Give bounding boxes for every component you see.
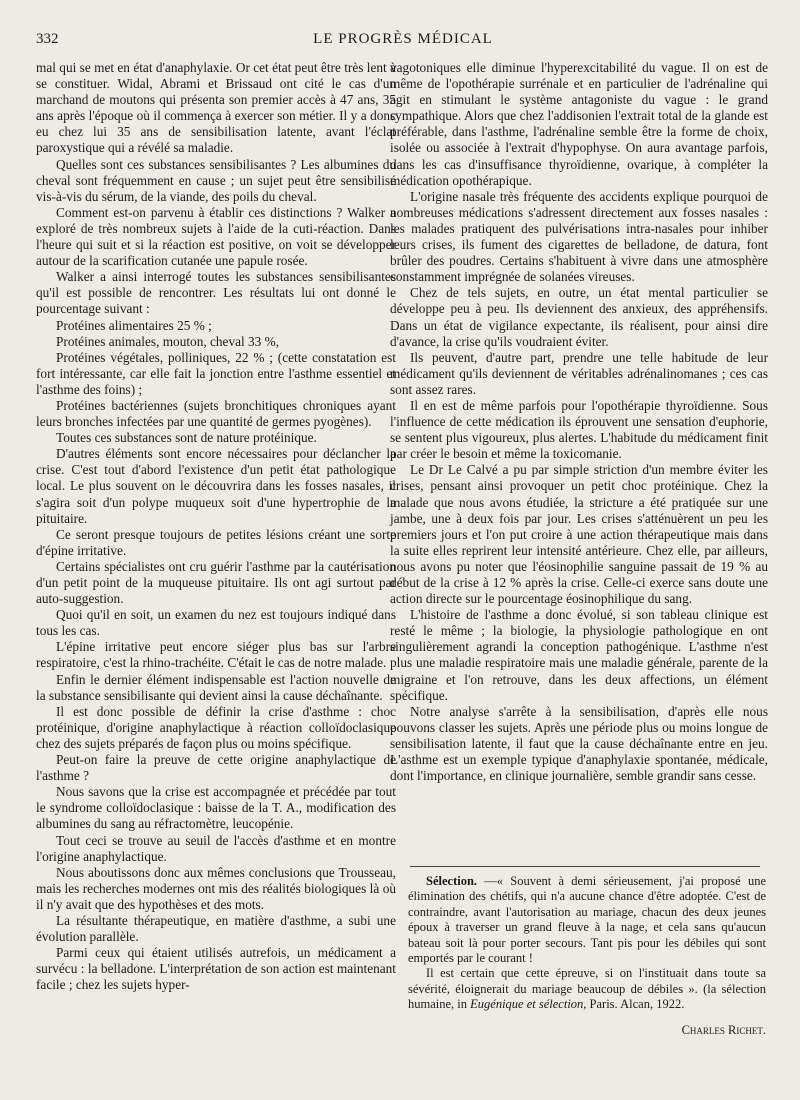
running-title: LE PROGRÈS MÉDICAL (313, 31, 493, 47)
paragraph: Toutes ces substances sont de nature protéinique. (56, 430, 317, 446)
left-column (36, 60, 396, 993)
paragraph: L'histoire de l'asthme a donc évolué, si son tableau clinique est resté le même ; la biologie, la physiologie pathologique en ont singulièrement agrandi la conception pathogénique. L'asthme n'est plus une maladie respiratoire mais une maladie générale, parente de la migraine et l'on retrouve, dans les deux affections, un élément spécifique. (390, 607, 768, 703)
paragraph: L'épine irritative peut encore siéger plus bas sur l'arbre respiratoire, c'est la rhino-trachéite. C'était le cas de notre malade. (36, 639, 396, 671)
list-item: Protéines végétales, polliniques, 22 % ; (cette constatation est fort intéressante, car elle fait la jonction entre l'asthme essentiel et l'asthme des foins) ; (36, 349, 396, 397)
paragraph: Quelles sont ces substances sensibilisantes ? Les albumines du cheval sont fréquemment en cause ; un sujet peut être sensibilisé vis-à-vis du sérum, de la viande, des poils du cheval. (36, 156, 396, 204)
paragraph: Ce seront presque toujours de petites lésions créant une sorte d'épine irritative. (36, 526, 396, 558)
selection-box (408, 874, 766, 1038)
selection-paragraph (408, 874, 766, 966)
signature: Charles Richet. (681, 1022, 766, 1037)
paragraph: Le Dr Le Calvé a pu par simple striction d'un membre éviter les crises, pensant ainsi provoquer un petit choc protéinique. Chez la malade que nous avons étudiée, la stricture a été pratiquée sur une jambe, une à deux fois par jour. Les crises s'atténuèrent un peu les premiers jours et l'on put croire à une action thérapeutique mais dans la suite elles reprirent leur intensité antérieure. Chez elle, par ailleurs, nous avons pu noter que l'éosinophilie sanguine passait de 19 % au début de la crise à 12 % après la crise. Celle-ci exerce sans doute une action directe sur le pourcentage éosinophilique du sang. (390, 462, 768, 607)
selection-source: Eugénique et sélection, (470, 997, 587, 1012)
paragraph: Il en est de même parfois pour l'opothérapie thyroïdienne. Sous l'influence de cette médication ils éprouvent une sensation d'euphorie, se sentent plus vigoureux, plus alertes. L'habitude du médicament finit par créer le besoin et même la toxicomanie. (390, 397, 768, 462)
selection-text: la sélection humaine, in (408, 981, 766, 1012)
paragraph: D'autres éléments sont encore nécessaires pour déclancher la crise. C'est tout d'abord l'existence d'un petit état pathologique local. Le plus souvent on le découvrira dans les fosses nasales, il s'agira soit d'un polype muqueux soit d'une hypertrophie de la pituitaire. (36, 446, 396, 526)
selection-heading: Sélection. (426, 874, 478, 888)
selection-text: —« Souvent à demi sérieusement, j'ai proposé une élimination des chétifs, qui n'a aucune chance d'être adoptée. C'est de contraindre, avant l'autorisation au mariage, chacun des deux jeunes époux à traverser un grand fleuve à la nage, et cela sans qu'aucun bateau soit là pour porter secours. Tant pis pour les débiles qui sont emportés par le courant ! (408, 874, 766, 966)
right-column (390, 60, 768, 784)
page-header (36, 31, 770, 53)
paragraph: Certains spécialistes ont cru guérir l'asthme par la cautérisation d'un petit point de la muqueuse pituitaire. Ils ont agi surtout par auto-suggestion. (36, 558, 396, 607)
paragraph: Tout ceci se trouve au seuil de l'accès d'asthme et en montre l'origine anaphylactique. (36, 832, 396, 864)
selection-paragraph (408, 966, 766, 1012)
list-item: Protéines bactériennes (sujets bronchitiques chroniques ayant leurs bronches infectées par une quantité de germes pyogènes). (36, 397, 396, 430)
paragraph: Il est donc possible de définir la crise d'asthme : choc protéinique, d'origine anaphylactique à réaction colloïdoclasique chez des sujets préparés de façon plus ou moins spécifique. (36, 703, 396, 751)
paragraph: mal qui se met en état d'anaphylaxie. Or cet état peut être très lent à se constituer. Widal, Abrami et Brissaud ont cité le cas d'un marchand de moutons qui présenta son premier accès à 47 ans, 35 ans après l'époque où il commença à exercer son métier. Il y a donc eu chez lui 35 ans de sensibilisation latente, avant l'éclat paroxystique qui a révélé sa maladie. (36, 60, 396, 156)
paragraph: Parmi ceux qui étaient utilisés autrefois, un médicament a survécu : la belladone. L'interprétation de son action est maintenant facile ; chez les sujets hyper- (36, 945, 396, 993)
column-divider (410, 866, 760, 867)
paragraph: Quoi qu'il en soit, un examen du nez est toujours indiqué dans tous les cas. (36, 607, 396, 639)
paragraph: vagotoniques elle diminue l'hyperexcitabilité du vague. Il on est de même de l'opothérapie surrénale et en particulier de l'adrénaline qui agit en stimulant le système antagoniste du vague : le grand sympathique. Alors que chez l'addisonien l'extrait total de la glande est préférable, dans l'asthme, l'adrénaline semble être la forme de choix, isolée ou associée à l'extrait d'hypophyse. On aura avantage parfois, dans les cas d'insuffisance thyroïdienne, ovarique, à compléter la médication opothérapique. (390, 60, 768, 188)
list-item: Protéines animales, mouton, cheval 33 %, (56, 333, 280, 349)
selection-text: Paris. Alcan, 1922. (586, 997, 685, 1012)
paragraph: Walker a ainsi interrogé toutes les substances sensibilisantes qu'il est possible de rencontrer. Les résultats lui ont donné le pourcentage suivant : (36, 269, 396, 317)
paragraph: L'origine nasale très fréquente des accidents explique pourquoi de nombreuses médications s'adressent directement aux fosses nasales : les malades pratiquent des pulvérisations intra-nasales pour inhiber leurs crises, ils fument des cigarettes de belladone, de datura, font brûler des poudres. Certains s'habituent à vivre dans une atmosphère constamment imprégnée de solanées vireuses. (390, 188, 768, 285)
page-number: 332 (36, 31, 59, 47)
paragraph: Peut-on faire la preuve de cette origine anaphylactique de l'asthme ? (36, 752, 396, 784)
paragraph: Enfin le dernier élément indispensable est l'action nouvelle de la substance sensibilisante qui devient ainsi la cause déchaînante. (36, 671, 396, 703)
paragraph: Nous savons que la crise est accompagnée et précédée par tout le syndrome colloïdoclasique : baisse de la T. A., modification des albumines du sang au réfractomètre, leucopénie. (36, 784, 396, 832)
paragraph: Chez de tels sujets, en outre, un état mental particulier se développe peu à peu. Ils deviennent des anxieux, des appréhensifs. Dans un état de vigilance expectante, ils réalisent, pour ainsi dire d'avance, la crise qu'ils voudraient éviter. (390, 285, 768, 349)
paragraph: Nous aboutissons donc aux mêmes conclusions que Trousseau, mais les recherches modernes ont mis des réalités biologiques là où il n'y avait que des hypothèses et des mots. (36, 864, 396, 912)
selection-text: Il est certain que cette épreuve, si on l'instituait dans toute sa sévérité, éloignerait du mariage beaucoup de débiles ». ( (408, 966, 766, 996)
paragraph: La résultante thérapeutique, en matière d'asthme, a subi une évolution parallèle. (36, 912, 396, 945)
paragraph: Ils peuvent, d'autre part, prendre une telle habitude de leur médicament qu'ils deviennent de véritables adrénalinomanes ; ces cas sont assez rares. (390, 349, 768, 397)
paragraph: Comment est-on parvenu à établir ces distinctions ? Walker a exploré de très nombreux sujets à l'aide de la cuti-réaction. Dans l'heure qui suit et si la réaction est positive, on voit se développer autour de la scarification cutanée une papule rosée. (36, 204, 396, 269)
list-item: Protéines alimentaires 25 % ; (56, 317, 212, 333)
paragraph: Notre analyse s'arrête à la sensibilisation, d'après elle nous pouvons classer les sujets. Après une période plus ou moins longue de sensibilisation latente, il faut que la cause déchaînante entre en jeu. L'asthme est un exemple typique d'anaphylaxie spontanée, médicale, dont l'importance, en clinique journalière, semble grandir sans cesse. (390, 703, 768, 784)
